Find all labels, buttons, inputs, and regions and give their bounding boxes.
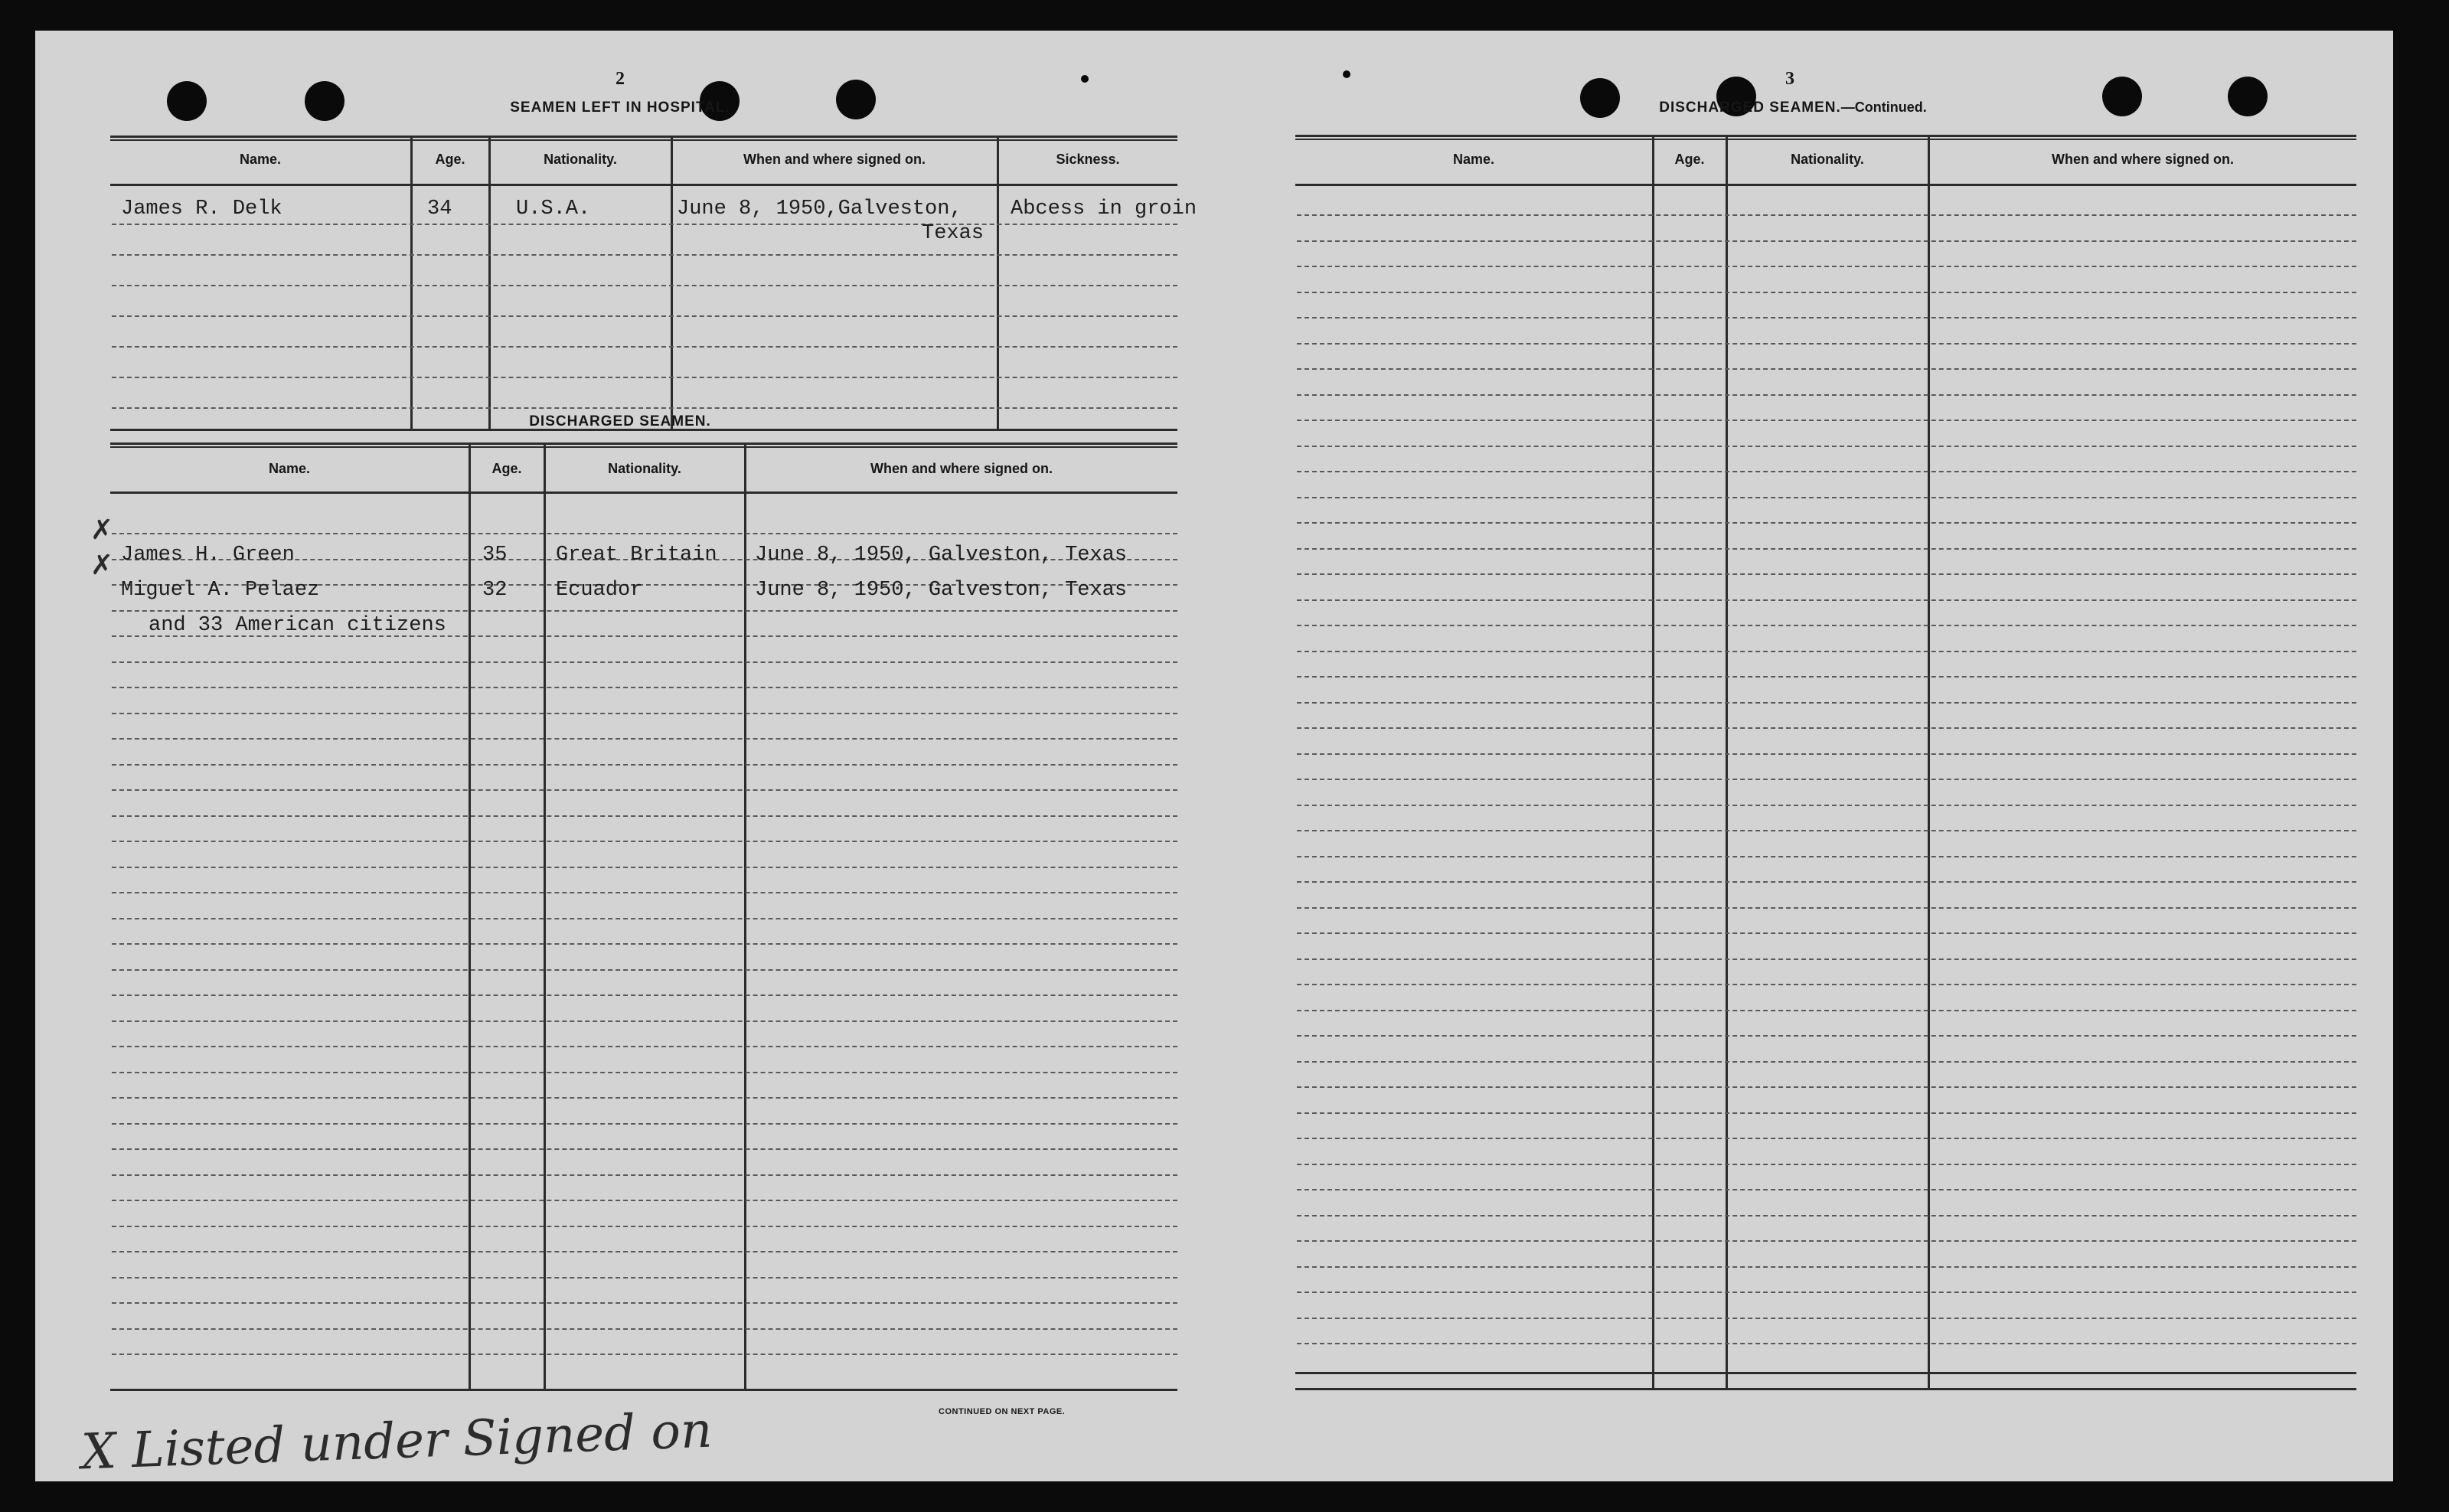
entry-line [1297, 727, 2356, 729]
column-divider [410, 138, 413, 430]
column-divider [671, 138, 673, 430]
entry-line [1297, 779, 2356, 780]
column-divider [1652, 137, 1654, 1390]
entry-line [1297, 420, 2356, 421]
page-number-left: 2 [616, 69, 625, 89]
punch-hole [2228, 77, 2268, 116]
entry-line [1297, 625, 2356, 626]
entry-line [1297, 1343, 2356, 1344]
rule [1295, 139, 2356, 140]
discharged-header-name: Name. [268, 461, 311, 476]
entry-line [112, 1354, 1177, 1355]
hospital-header-sickness: Sickness. [1056, 152, 1120, 167]
rule [110, 491, 1177, 494]
entry-line [112, 1200, 1177, 1201]
entry-line [1297, 830, 2356, 831]
hospital-header-name: Name. [239, 152, 282, 167]
entry-line [112, 969, 1177, 971]
right-section-title [1586, 100, 2000, 116]
punch-hole [836, 80, 876, 119]
american-citizens-note: and 33 American citizens [149, 614, 446, 637]
entry-line [112, 315, 1177, 317]
entry-line [1297, 1112, 2356, 1114]
rule [110, 442, 1177, 445]
discharged-header-age: Age. [491, 461, 522, 476]
page-number-right: 3 [1785, 69, 1794, 89]
entry-line [1297, 1138, 2356, 1139]
entry-line [1297, 292, 2356, 293]
rule [110, 446, 1177, 448]
discharged-row-age: 35 [482, 544, 508, 567]
entry-line [112, 867, 1177, 868]
entry-line [1297, 1240, 2356, 1242]
entry-line [112, 789, 1177, 791]
entry-line [1297, 1318, 2356, 1319]
entry-line [1297, 1164, 2356, 1165]
entry-line [112, 994, 1177, 996]
entry-line [1297, 958, 2356, 960]
rule [1295, 184, 2356, 186]
hospital-header-signed-on: When and where signed on. [743, 152, 926, 167]
handwritten-note: X Listed under Signed on [80, 1402, 713, 1481]
entry-line [112, 1046, 1177, 1047]
entry-line [112, 1277, 1177, 1279]
entry-line [112, 1328, 1177, 1330]
entry-line [1297, 856, 2356, 857]
entry-line [112, 738, 1177, 740]
check-mark: ✗ [90, 514, 114, 546]
discharged-row-age: 32 [482, 579, 508, 602]
discharged-row-nationality: Ecuador [556, 579, 643, 602]
entry-line [1297, 368, 2356, 370]
right-header-nationality: Nationality. [1791, 152, 1864, 167]
rule [1295, 1372, 2356, 1374]
right-header-signed-on: When and where signed on. [2051, 152, 2235, 167]
discharged-row-nationality: Great Britain [556, 544, 717, 567]
entry-line [1297, 573, 2356, 575]
entry-line [112, 224, 1177, 225]
column-divider [488, 138, 491, 430]
entry-line [112, 687, 1177, 688]
punch-hole [167, 81, 207, 121]
punch-hole [1343, 70, 1350, 78]
hospital-section-title: SEAMEN LEFT IN HOSPITAL. [510, 100, 730, 116]
entry-line [1297, 548, 2356, 550]
entry-line [112, 713, 1177, 714]
entry-line [112, 1226, 1177, 1227]
entry-line [1297, 394, 2356, 396]
right-header-name: Name. [1452, 152, 1495, 167]
entry-line [1297, 522, 2356, 524]
entry-line [112, 1097, 1177, 1099]
entry-line [1297, 753, 2356, 755]
entry-line [1297, 1292, 2356, 1293]
punch-hole [2102, 77, 2142, 116]
entry-line [112, 661, 1177, 663]
entry-line [1297, 932, 2356, 934]
entry-line [112, 1123, 1177, 1125]
punch-hole [305, 81, 344, 121]
entry-line [112, 533, 1177, 534]
discharged-row-name: Miguel A. Pelaez [121, 579, 320, 602]
entry-line [112, 943, 1177, 945]
column-divider [1928, 137, 1930, 1390]
hospital-row-nationality: U.S.A. [516, 198, 591, 220]
entry-line [112, 892, 1177, 893]
entry-line [1297, 1061, 2356, 1063]
column-divider [1726, 137, 1728, 1390]
entry-line [112, 377, 1177, 378]
discharged-row-signed-on: June 8, 1950, Galveston, Texas [755, 579, 1128, 602]
right-title-suffix: —Continued. [1840, 100, 1927, 115]
entry-line [1297, 676, 2356, 678]
rule [110, 139, 1177, 141]
entry-line [1297, 1215, 2356, 1216]
discharged-header-signed-on: When and where signed on. [870, 461, 1053, 476]
entry-line [1297, 343, 2356, 345]
entry-line [1297, 266, 2356, 267]
right-title-main: DISCHARGED SEAMEN. [1659, 100, 1841, 116]
entry-line [112, 285, 1177, 286]
check-mark: ✗ [90, 550, 114, 581]
document-sheet [35, 31, 2393, 1481]
entry-line [1297, 1010, 2356, 1011]
entry-line [1297, 907, 2356, 909]
entry-line [1297, 651, 2356, 652]
entry-line [112, 1302, 1177, 1304]
discharged-row-name: James H. Green [121, 544, 295, 567]
hospital-row-signed-on-state: Texas [922, 222, 984, 245]
entry-line [1297, 497, 2356, 498]
entry-line [1297, 240, 2356, 242]
entry-line [1297, 1035, 2356, 1037]
entry-line [1297, 599, 2356, 601]
entry-line [112, 764, 1177, 766]
entry-line [1297, 805, 2356, 806]
rule [110, 1389, 1177, 1391]
continued-footer: CONTINUED ON NEXT PAGE. [939, 1407, 1066, 1416]
entry-line [1297, 1189, 2356, 1190]
entry-line [112, 610, 1177, 612]
rule [110, 136, 1177, 138]
discharged-header-nationality: Nationality. [608, 461, 681, 476]
entry-line [1297, 471, 2356, 472]
punch-hole [1081, 75, 1089, 83]
entry-line [1297, 702, 2356, 704]
hospital-row-sickness: Abcess in groin [1011, 198, 1197, 220]
entry-line [1297, 984, 2356, 985]
entry-line [1297, 1086, 2356, 1088]
hospital-row-name: James R. Delk [121, 198, 282, 220]
entry-line [112, 346, 1177, 348]
entry-line [112, 1021, 1177, 1022]
hospital-header-nationality: Nationality. [544, 152, 617, 167]
right-header-age: Age. [1674, 152, 1705, 167]
rule [1295, 135, 2356, 137]
hospital-row-age: 34 [427, 198, 452, 220]
entry-line [1297, 1266, 2356, 1268]
entry-line [112, 815, 1177, 817]
rule [110, 184, 1177, 186]
entry-line [112, 1174, 1177, 1176]
hospital-row-signed-on: June 8, 1950,Galveston, [677, 198, 962, 220]
rule [1295, 1388, 2356, 1390]
entry-line [1297, 214, 2356, 216]
entry-line [112, 918, 1177, 919]
entry-line [112, 1148, 1177, 1150]
discharged-row-signed-on: June 8, 1950, Galveston, Texas [755, 544, 1128, 567]
entry-line [112, 254, 1177, 256]
entry-line [112, 407, 1177, 409]
discharged-section-title: DISCHARGED SEAMEN. [529, 413, 711, 429]
entry-line [1297, 881, 2356, 883]
entry-line [1297, 446, 2356, 447]
entry-line [1297, 317, 2356, 318]
entry-line [112, 1251, 1177, 1252]
hospital-header-age: Age. [435, 152, 465, 167]
entry-line [112, 841, 1177, 842]
entry-line [112, 1072, 1177, 1073]
column-divider [997, 138, 999, 430]
